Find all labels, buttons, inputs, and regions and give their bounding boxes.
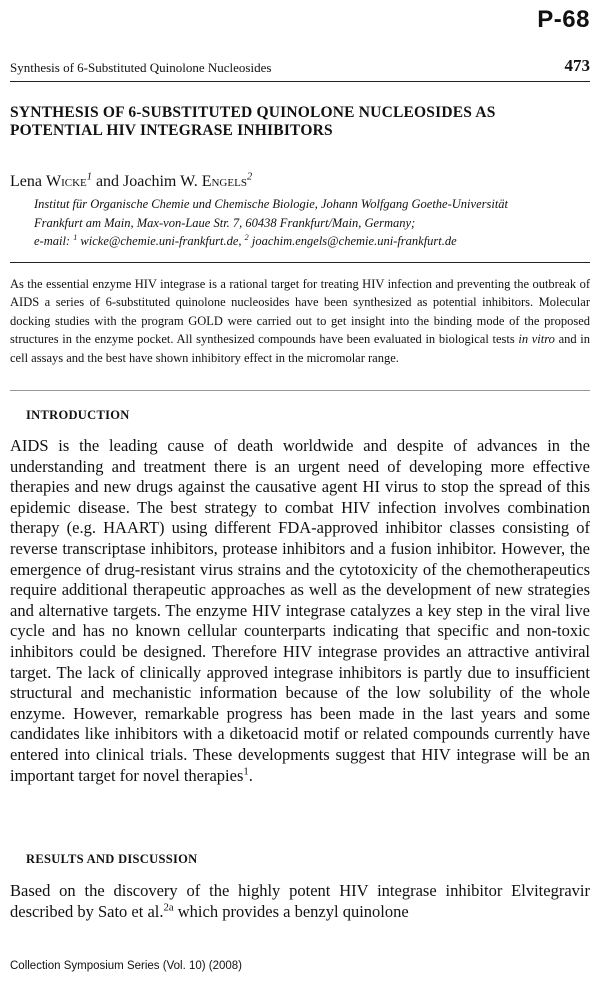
- introduction-text: AIDS is the leading cause of death worldwide and despite of advances in the understanding and treatment there is an urgent need of developing more effective therapies and new drugs against the causative agent HI virus to stop the spread of this epidemic disease. The best strategy to combat HIV infection involves combination therapy (e.g. HAART) using different FDA-approved inhibitor classes consisting of reverse transcriptase inhibitors, protease inhibitors and a fusion inhibitor. However, the emergence of drug-resistant virus strains and the cytotoxicity of the chemotherapeutics require additional therapeutic approaches as well as the development of new strategies and alternative targets. The enzyme HIV integrase catalyzes a key step in the viral live cycle and has no known cellular counterparts indicating that specific and non-toxic inhibitors could be designed. Therefore HIV integrase provides an attractive antiviral target. The lack of clinically approved integrase inhibitors is partly due to insufficient structural and mechanistic information because of the low solubility of the whole enzyme. However, remarkable progress has been made in the last years and some candidates like inhibitors with a diketoacid motif or related compounds currently have entered into clinical trials. These developments suggest that HIV integrase will be an important target for novel therapies: [10, 436, 590, 785]
- title-line-1: SYNTHESIS OF 6-SUBSTITUTED QUINOLONE NUCLEOSIDES AS: [10, 104, 496, 121]
- email-prefix: e-mail:: [34, 234, 74, 248]
- author-1-last: Wicke: [45, 173, 87, 190]
- introduction-heading: INTRODUCTION: [26, 408, 130, 422]
- poster-code: P-68: [537, 6, 590, 33]
- results-body: [10, 881, 590, 922]
- abstract-top-rule: [10, 262, 590, 263]
- author-2-last: Engels: [201, 173, 247, 190]
- abstract-italic: in vitro: [518, 332, 555, 347]
- affiliation-emails: [34, 232, 590, 251]
- abstract: [10, 275, 590, 367]
- author-list: [10, 173, 252, 191]
- email-1-sup: 1: [73, 232, 78, 242]
- abstract-text-2: and in cell assays and the best have shown inhibitory effect in the micromolar range.: [10, 332, 590, 365]
- affiliation-line-1: Institut für Organische Chemie und Chemische Biologie, Johann Wolfgang Goethe-Universität: [34, 197, 509, 211]
- author-1-sup: 1: [86, 171, 92, 183]
- affiliation: [34, 195, 590, 251]
- running-head: [10, 56, 590, 76]
- paper-title: [10, 104, 590, 140]
- abstract-bottom-rule: [10, 390, 590, 391]
- introduction-ref: 1: [243, 765, 249, 777]
- email-2-sup: 2: [244, 232, 249, 242]
- affiliation-line-2: Frankfurt am Main, Max-von-Laue Str. 7, 60438 Frankfurt/Main, Germany;: [34, 215, 416, 230]
- results-ref: 2a: [163, 901, 174, 914]
- running-head-title: Synthesis of 6-Substituted Quinolone Nucleosides: [10, 60, 272, 75]
- email-1: wicke@chemie.uni-frankfurt.de,: [77, 234, 245, 248]
- footer-citation: Collection Symposium Series (Vol. 10) (2008): [10, 960, 243, 972]
- introduction-end: .: [248, 765, 253, 785]
- email-2: joachim.engels@chemie.uni-frankfurt.de: [248, 234, 457, 248]
- author-1-first: Lena: [10, 173, 46, 190]
- page-number: 473: [564, 56, 590, 75]
- abstract-text-1: As the essential enzyme HIV integrase is a rational target for treating HIV infection and preventing the outbreak of AIDS a series of 6-substituted quinolone nucleosides have been synthesized as potential inhibitors. Molecular docking studies with the program GOLD were carried out to get insight into the binding mode of the proposed structures in the enzyme pocket. All synthesized compounds have been evaluated in biological tests: [10, 277, 590, 347]
- header-rule: [10, 81, 590, 82]
- results-text-1: Based on the discovery of the highly potent HIV integrase inhibitor Elvitegravir described by Sato et al.: [10, 881, 590, 921]
- results-heading: RESULTS AND DISCUSSION: [26, 852, 198, 866]
- author-and: and Joachim W.: [91, 173, 202, 190]
- results-text-2: which provides a benzyl quinolone: [173, 901, 409, 921]
- introduction-body: [10, 436, 590, 786]
- title-line-2: POTENTIAL HIV INTEGRASE INHIBITORS: [10, 122, 333, 139]
- author-2-sup: 2: [246, 171, 253, 183]
